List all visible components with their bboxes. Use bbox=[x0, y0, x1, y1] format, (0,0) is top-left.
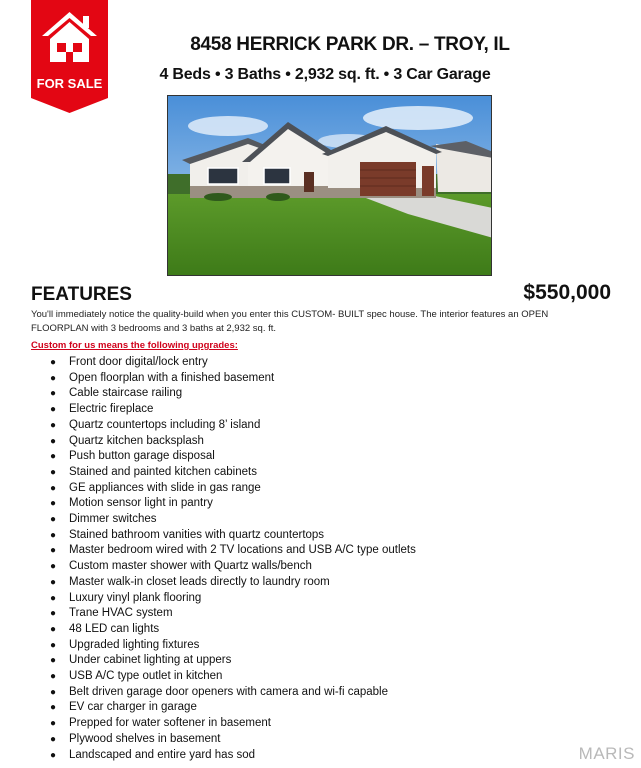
list-item: ● Trane HVAC system bbox=[50, 607, 173, 620]
watermark-logo: MARIS bbox=[578, 744, 635, 763]
list-item: ● Push button garage disposal bbox=[50, 450, 215, 463]
property-specs: 4 Beds • 3 Baths • 2,932 sq. ft. • 3 Car Garage bbox=[159, 66, 491, 83]
list-item: ● Electric fireplace bbox=[50, 403, 154, 416]
upgrades-label: Custom for us means the following upgrades: bbox=[31, 340, 238, 351]
list-item: ● USB A/C type outlet in kitchen bbox=[50, 670, 223, 683]
property-address: 8458 HERRICK PARK DR. – TROY, IL bbox=[190, 34, 510, 55]
list-item: ● Belt driven garage door openers with camera and wi-fi capable bbox=[50, 685, 388, 698]
list-item: ● GE appliances with slide in gas range bbox=[50, 481, 261, 494]
list-item: ● Landscaped and entire yard has sod bbox=[50, 748, 256, 761]
features-heading: FEATURES bbox=[31, 284, 132, 305]
list-item: ● Upgraded lighting fixtures bbox=[50, 638, 200, 651]
list-item: ● Quartz countertops including 8’ island bbox=[50, 418, 261, 431]
list-item: ● Custom master shower with Quartz walls/bench bbox=[50, 560, 312, 573]
list-item: ● Master bedroom wired with 2 TV locations and USB A/C type outlets bbox=[50, 544, 416, 557]
list-item: ● Luxury vinyl plank flooring bbox=[50, 591, 202, 604]
list-item: ● Dimmer switches bbox=[50, 513, 157, 526]
list-item: ● Open floorplan with a finished basement bbox=[50, 371, 275, 384]
list-item: ● EV car charger in garage bbox=[50, 701, 197, 714]
list-item: ● Cable staircase railing bbox=[50, 387, 183, 400]
list-item: ● Front door digital/lock entry bbox=[50, 356, 208, 368]
list-item: ● Quartz kitchen backsplash bbox=[50, 434, 204, 447]
for-sale-badge bbox=[31, 0, 108, 113]
list-item: ● Under cabinet lighting at uppers bbox=[50, 654, 232, 667]
list-item: ● Motion sensor light in pantry bbox=[50, 497, 213, 510]
list-item: ● Plywood shelves in basement bbox=[50, 732, 221, 745]
house-photo bbox=[167, 95, 492, 276]
badge-label: FOR SALE bbox=[36, 76, 103, 91]
upgrades-list bbox=[50, 355, 416, 763]
features-intro: You'll immediately notice the quality-build when you enter this CUSTOM- BUILT spec house. The interior features an OPEN FLOORPLAN with 3 bedrooms and 3 baths at 2,932 sq. ft. bbox=[31, 309, 549, 334]
list-item: ● 48 LED can lights bbox=[50, 622, 160, 635]
list-item: ● Stained and painted kitchen cabinets bbox=[50, 465, 257, 478]
list-item: ● Master walk-in closet leads directly to laundry room bbox=[50, 575, 330, 588]
list-item: ● Stained bathroom vanities with quartz countertops bbox=[50, 528, 325, 541]
list-item: ● Prepped for water softener in basement bbox=[50, 717, 272, 730]
listing-price: $550,000 bbox=[523, 281, 611, 304]
